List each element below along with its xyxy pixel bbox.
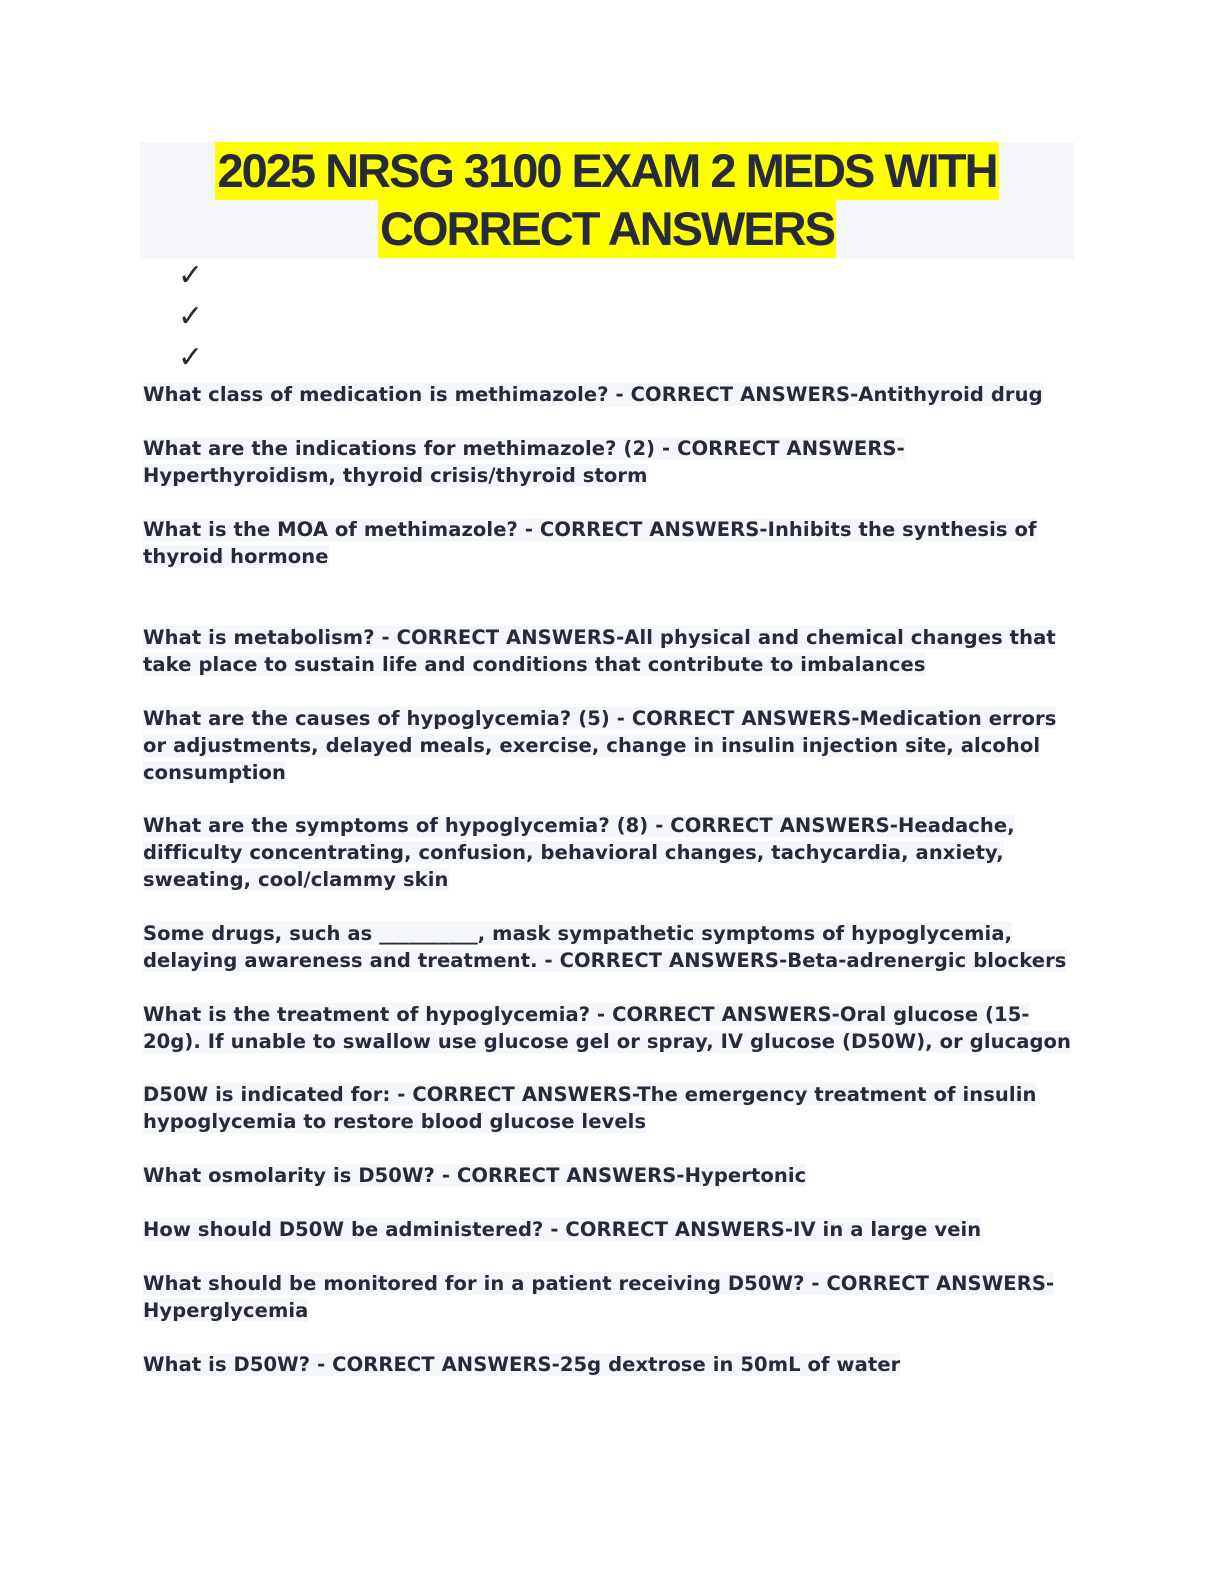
qa-item: What is D50W? - CORRECT ANSWERS-25g dextrose in 50mL of water <box>143 1353 901 1376</box>
checkmark-icon: ✓ <box>178 258 204 293</box>
qa-item: What should be monitored for in a patient receiving D50W? - CORRECT ANSWERS-Hyperglycemia <box>143 1272 1055 1322</box>
checkmark-list <box>178 258 203 381</box>
qa-item: What is metabolism? - CORRECT ANSWERS-All physical and chemical changes that take place to sustain life and conditions that contribute to imbalances <box>143 626 1056 676</box>
qa-item: What class of medication is methimazole? - CORRECT ANSWERS-Antithyroid drug <box>143 383 1043 406</box>
checkmark-icon: ✓ <box>178 299 204 334</box>
qa-item: What is the MOA of methimazole? - CORRECT ANSWERS-Inhibits the synthesis of thyroid hormone <box>143 518 1037 568</box>
title-line-2: CORRECT ANSWERS <box>378 200 836 258</box>
qa-item: What is the treatment of hypoglycemia? - CORRECT ANSWERS-Oral glucose (15-20g). If unable to swallow use glucose gel or spray, IV glucose (D50W), or glucagon <box>143 1003 1072 1053</box>
checkmark-icon: ✓ <box>178 340 204 375</box>
qa-item: What osmolarity is D50W? - CORRECT ANSWERS-Hypertonic <box>143 1164 807 1187</box>
qa-item: D50W is indicated for: - CORRECT ANSWERS-The emergency treatment of insulin hypoglycemia to restore blood glucose levels <box>143 1083 1037 1133</box>
qa-item: What are the indications for methimazole? (2) - CORRECT ANSWERS-Hyperthyroidism, thyroid crisis/thyroid storm <box>143 437 905 487</box>
title-line-1: 2025 NRSG 3100 EXAM 2 MEDS WITH <box>215 142 998 200</box>
qa-item: What are the causes of hypoglycemia? (5) - CORRECT ANSWERS-Medication errors or adjustments, delayed meals, exercise, change in insulin injection site, alcohol consumption <box>143 707 1057 784</box>
qa-item: What are the symptoms of hypoglycemia? (8) - CORRECT ANSWERS-Headache, difficulty concentrating, confusion, behavioral changes, tachycardia, anxiety, sweating, cool/clammy skin <box>143 814 1015 891</box>
document-title <box>140 142 1074 259</box>
qa-item: Some drugs, such as __________, mask sympathetic symptoms of hypoglycemia, delaying awareness and treatment. - CORRECT ANSWERS-Beta-adrenergic blockers <box>143 922 1067 972</box>
qa-item: How should D50W be administered? - CORRECT ANSWERS-IV in a large vein <box>143 1218 982 1241</box>
